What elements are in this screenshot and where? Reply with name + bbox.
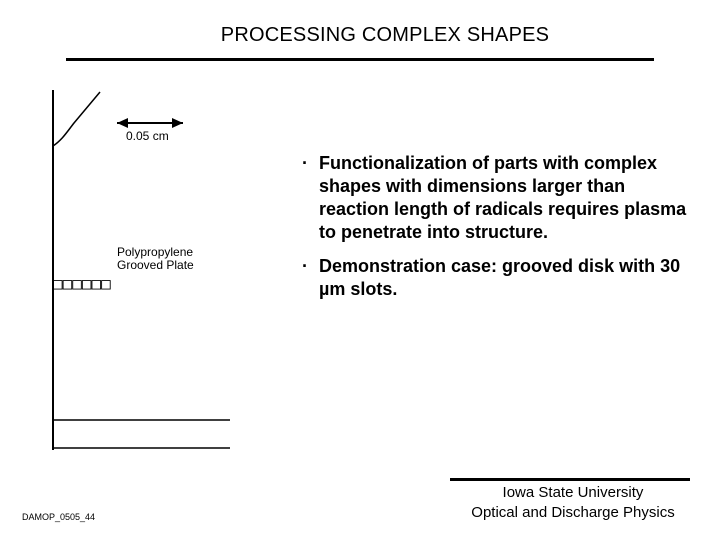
bullet-item — [300, 152, 700, 244]
plate-label — [117, 246, 194, 272]
bullet-list — [300, 152, 700, 312]
footer-org-line2: Optical and Discharge Physics — [471, 504, 675, 521]
bullet-item — [300, 255, 700, 301]
plate-label-line1: Polypropylene — [117, 245, 194, 259]
footer-divider — [450, 478, 690, 481]
bullet-text: Demonstration case: grooved disk with 30 µm slots. — [319, 256, 681, 299]
scale-arrow-left-head — [117, 118, 128, 128]
plate-corner-curve — [53, 92, 100, 146]
bullet-text: Functionalization of parts with complex shapes with dimensions larger than reaction length of radicals requires plasma to penetrate into structure. — [319, 153, 687, 242]
bullet-icon: · — [302, 256, 308, 276]
bullet-icon: · — [302, 153, 308, 173]
plate-label-line2: Grooved Plate — [117, 258, 194, 272]
missing-glyph-text: □□□□□□ — [53, 274, 111, 293]
page-title: PROCESSING COMPLEX SHAPES — [220, 24, 550, 46]
slide-code: DAMOP_0505_44 — [22, 512, 96, 522]
scale-arrow-right-head — [172, 118, 183, 128]
footer-org-line1: Iowa State University — [502, 484, 644, 501]
footer-organization — [448, 483, 698, 523]
scale-label: 0.05 cm — [126, 129, 169, 143]
